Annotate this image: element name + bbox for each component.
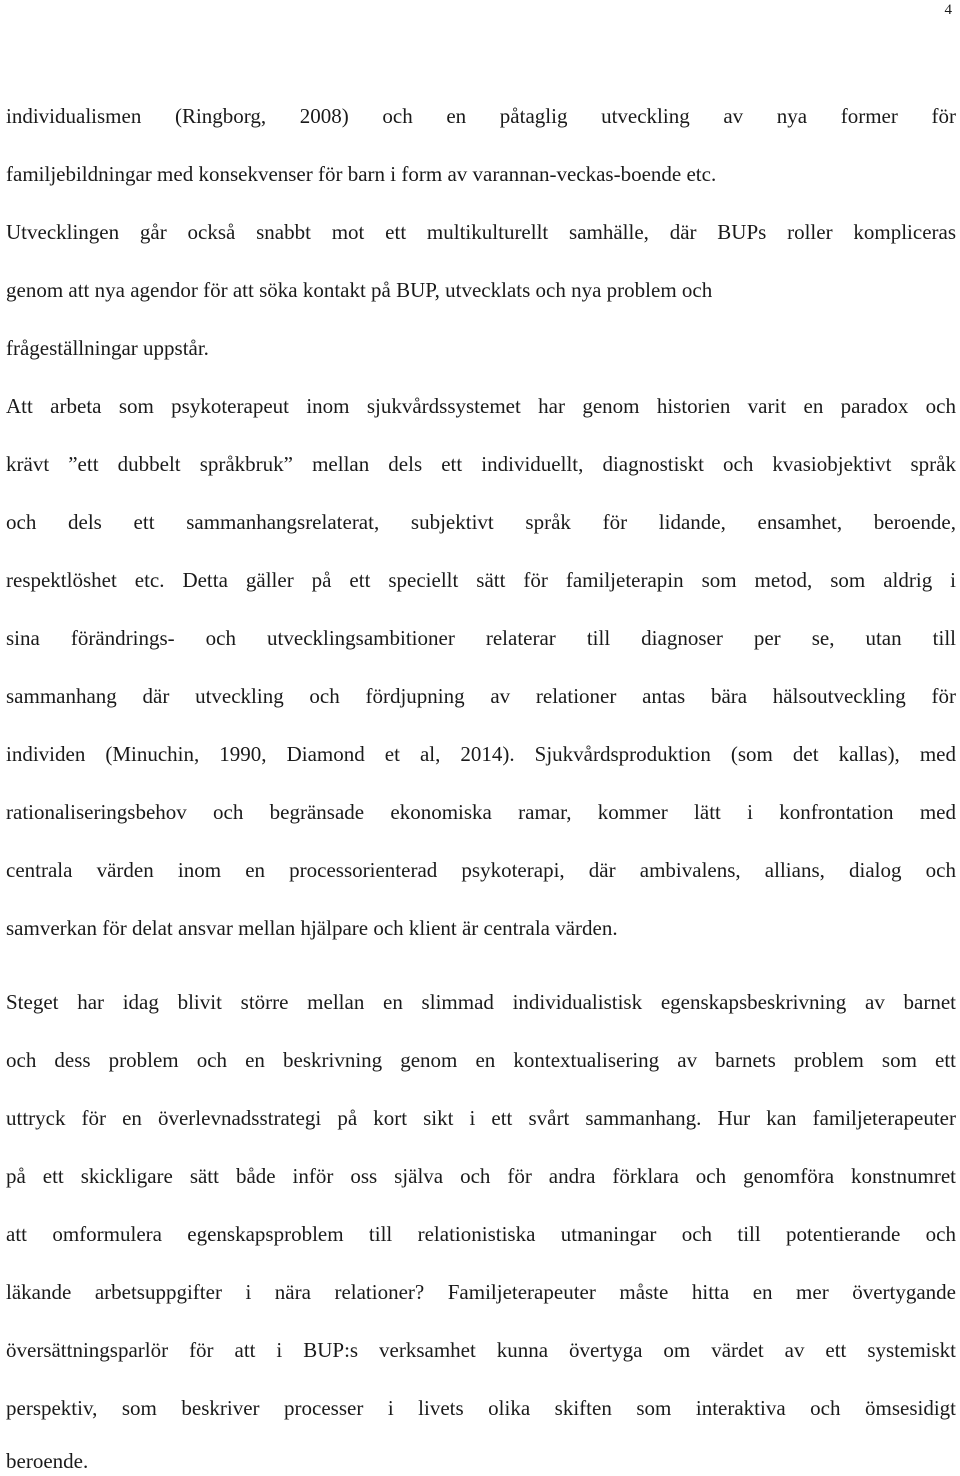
page-number: 4: [944, 2, 952, 18]
text-line: läkande arbetsuppgifter i nära relationer? Familjeterapeuter måste hitta en mer övertygande: [6, 1280, 956, 1304]
text-line: rationaliseringsbehov och begränsade ekonomiska ramar, kommer lätt i konfrontation med: [6, 800, 956, 824]
text-line: individen (Minuchin, 1990, Diamond et al, 2014). Sjukvårdsproduktion (som det kallas), med: [6, 742, 956, 766]
text-line: att omformulera egenskapsproblem till relationistiska utmaningar och till potentierande och: [6, 1222, 956, 1246]
text-line: sammanhang där utveckling och fördjupning av relationer antas bära hälsoutveckling för: [6, 684, 956, 708]
text-line: och dess problem och en beskrivning genom en kontextualisering av barnets problem som ett: [6, 1048, 956, 1072]
text-line: uttryck för en överlevnadsstrategi på kort sikt i ett svårt sammanhang. Hur kan familjeterapeuter: [6, 1106, 956, 1130]
text-line: översättningsparlör för att i BUP:s verksamhet kunna övertyga om värdet av ett systemiskt: [6, 1338, 956, 1362]
text-line: samverkan för delat ansvar mellan hjälpare och klient är centrala värden.: [6, 916, 618, 940]
text-line: respektlöshet etc. Detta gäller på ett speciellt sätt för familjeterapin som metod, som aldrig i: [6, 568, 956, 592]
text-line: Att arbeta som psykoterapeut inom sjukvårdssystemet har genom historien varit en paradox och: [6, 394, 956, 418]
text-line: individualismen (Ringborg, 2008) och en påtaglig utveckling av nya former för: [6, 104, 956, 128]
text-line: krävt ”ett dubbelt språkbruk” mellan dels ett individuellt, diagnostiskt och kvasiobjektivt språk: [6, 452, 956, 476]
text-line: frågeställningar uppstår.: [6, 336, 209, 360]
text-line: och dels ett sammanhangsrelaterat, subjektivt språk för lidande, ensamhet, beroende,: [6, 510, 956, 534]
text-line: familjebildningar med konsekvenser för barn i form av varannan-veckas-boende etc.: [6, 162, 717, 186]
text-line: på ett skickligare sätt både inför oss själva och för andra förklara och genomföra konstnumret: [6, 1164, 956, 1188]
text-line: beroende.: [6, 1449, 89, 1473]
text-line: centrala värden inom en processorienterad psykoterapi, där ambivalens, allians, dialog och: [6, 858, 956, 882]
text-line: Utvecklingen går också snabbt mot ett multikulturellt samhälle, där BUPs roller kompliceras: [6, 220, 956, 244]
text-line: sina förändrings- och utvecklingsambitioner relaterar till diagnoser per se, utan till: [6, 626, 956, 650]
text-line: perspektiv, som beskriver processer i livets olika skiften som interaktiva och ömsesidigt: [6, 1396, 956, 1420]
text-line: Steget har idag blivit större mellan en slimmad individualistisk egenskapsbeskrivning av barnet: [6, 990, 956, 1014]
text-line: genom att nya agendor för att söka kontakt på BUP, utvecklats och nya problem och: [6, 278, 713, 302]
